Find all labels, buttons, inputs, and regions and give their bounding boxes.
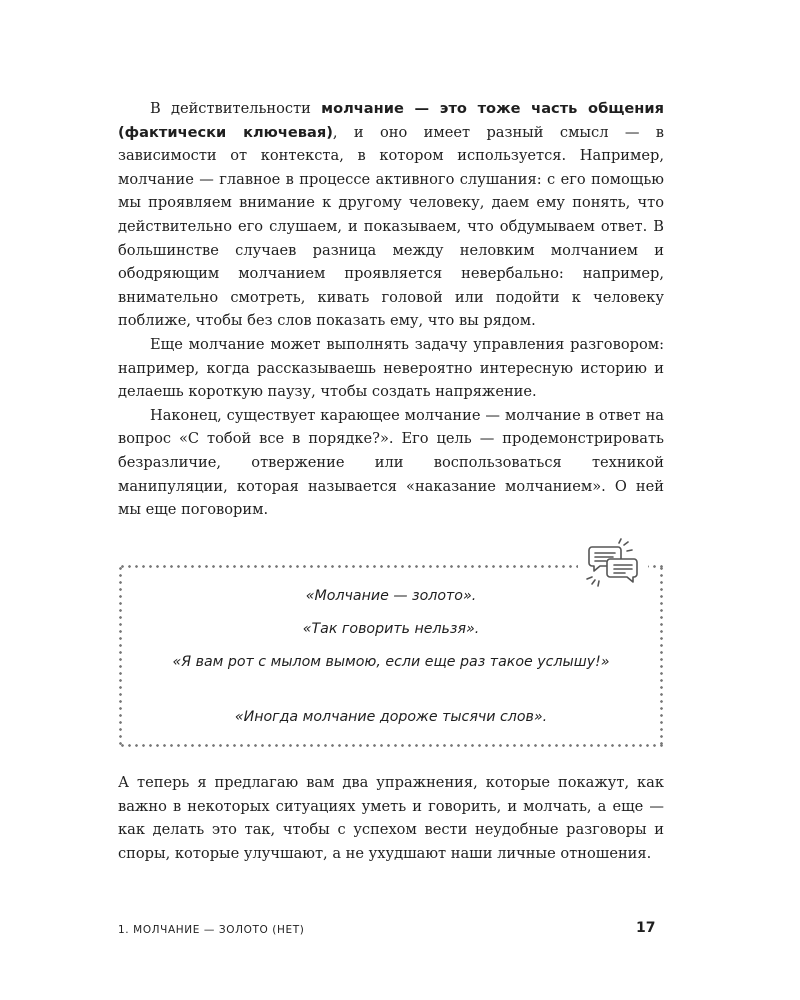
page-number: 17 bbox=[636, 920, 656, 936]
paragraph-1-rest: , и оно имеет разный смысл — в зависимости от контекста, в котором используется. Например, молчание — главное в процессе активного слушания: с его помощью мы проявляем внимание к другому человеку, даем ему понять, что действительно его слушаем, и показываем, что обдумываем ответ. В большинстве случаев разница между неловким молчанием и ободряющим молчанием проявляется невербально: например, внимательно смотреть, кивать головой или подойти к человеку поближе, чтобы без слов показать ему, что вы рядом. bbox=[118, 123, 665, 330]
closing-paragraph: А теперь я предлагаю вам два упражнения, которые покажут, как важно в некоторых ситуациях уметь и говорить, и молчать, а еще — как делать это так, чтобы с успехом вести неудобные разговоры и споры, которые улучшают, а не ухудшают наши личные отношения. bbox=[118, 774, 664, 862]
body-text bbox=[118, 97, 664, 522]
paragraph-1-start: В действительности bbox=[150, 100, 322, 117]
quote-4: «Иногда молчание дороже тысячи слов». bbox=[234, 709, 548, 725]
chat-bubbles-icon bbox=[578, 535, 648, 591]
quote-3: «Я вам рот с мылом вымою, если еще раз такое услышу!» bbox=[172, 654, 610, 670]
quote-1: «Молчание — золото». bbox=[305, 588, 477, 604]
quote-box bbox=[119, 565, 663, 747]
quote-2: «Так говорить нельзя». bbox=[302, 621, 480, 637]
paragraph-1 bbox=[118, 97, 664, 333]
closing-text bbox=[118, 771, 664, 865]
paragraph-3: Наконец, существует карающее молчание — молчание в ответ на вопрос «С тобой все в порядке?». Его цель — продемонстрировать безразличие, отвержение или воспользоваться техникой манипуляции, которая называется «наказание молчанием». О ней мы еще поговорим. bbox=[118, 406, 664, 519]
paragraph-1-bold: молчание — это тоже часть общения (фактически ключевая) bbox=[118, 100, 664, 141]
running-footer-chapter: 1. МОЛЧАНИЕ — ЗОЛОТО (НЕТ) bbox=[118, 924, 305, 936]
paragraph-2: Еще молчание может выполнять задачу управления разговором: например, когда рассказываешь невероятно интересную историю и делаешь короткую паузу, чтобы создать напряжение. bbox=[118, 335, 664, 401]
